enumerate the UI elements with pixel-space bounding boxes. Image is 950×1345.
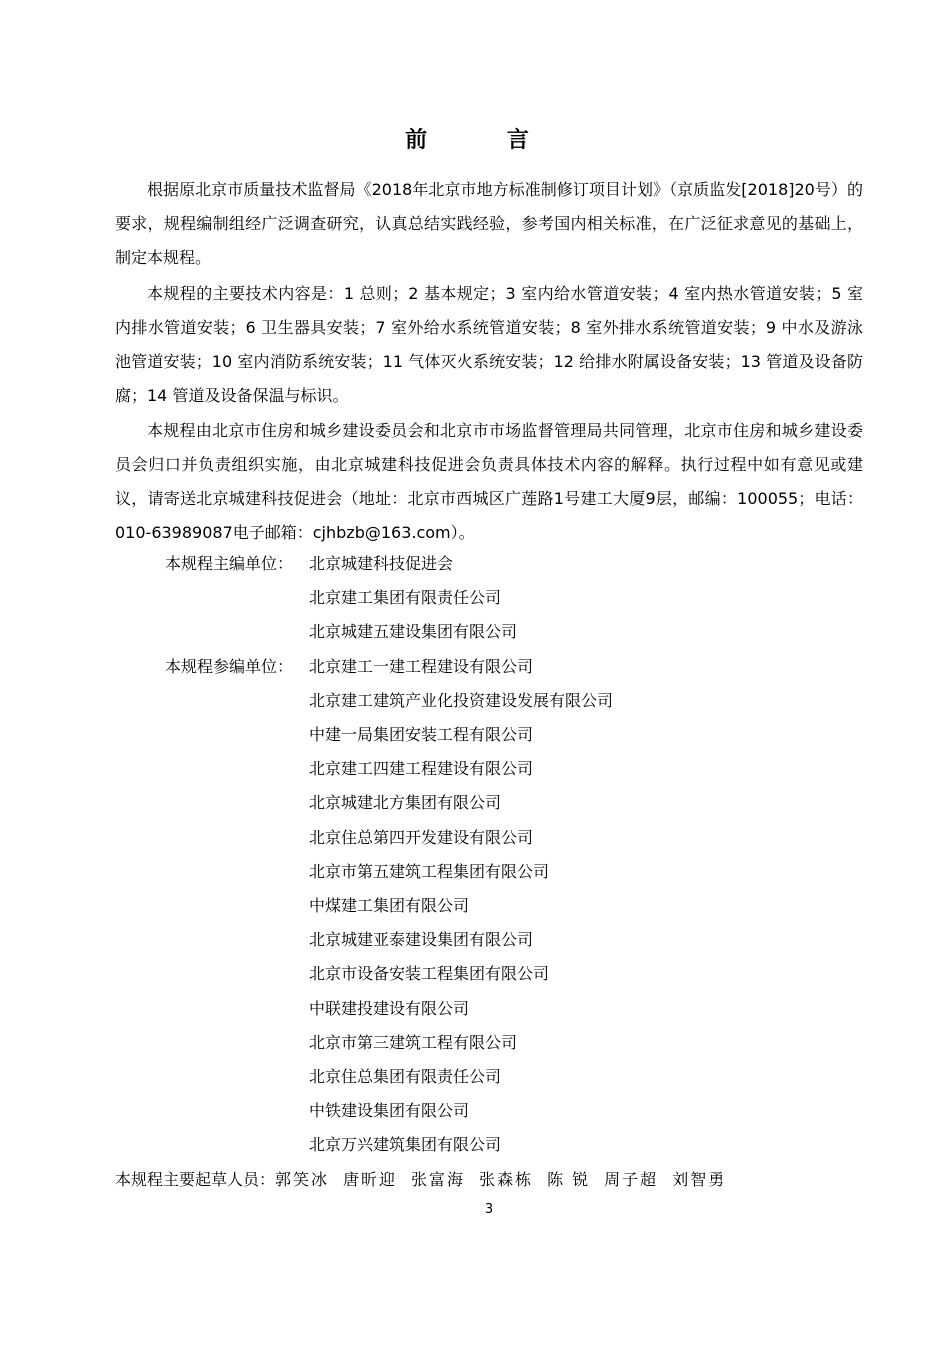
drafter-name: 张森栋 <box>479 1170 534 1189</box>
participating-unit-name: 北京城建北方集团有限公司 <box>309 793 502 812</box>
page-number: 3 <box>484 1202 494 1217</box>
drafter-name: 周子超 <box>604 1170 659 1189</box>
participating-unit-name: 中联建投建设有限公司 <box>309 999 470 1018</box>
participating-unit-name: 北京建工一建工程建设有限公司 <box>309 657 534 676</box>
participating-unit-name: 北京万兴建筑集团有限公司 <box>309 1135 502 1154</box>
chief-unit-name: 北京建工集团有限责任公司 <box>309 588 502 607</box>
drafter-name: 陈 锐 <box>547 1170 591 1189</box>
participating-unit-name: 北京建工四建工程建设有限公司 <box>309 759 534 778</box>
chief-unit-name: 北京城建五建设集团有限公司 <box>309 622 518 641</box>
drafter-name: 张富海 <box>411 1170 466 1189</box>
participating-unit-name: 北京市第三建筑工程有限公司 <box>309 1033 518 1052</box>
drafter-name: 唐昕迎 <box>343 1170 398 1189</box>
participating-unit-name: 北京市设备安装工程集团有限公司 <box>309 964 550 983</box>
chief-units-label: 本规程主编单位： <box>165 554 294 573</box>
drafter-name: 郭笑冰 <box>275 1170 330 1189</box>
chief-unit-name: 北京城建科技促进会 <box>309 554 454 573</box>
paragraph-main-contents: 本规程的主要技术内容是：1 总则；2 基本规定；3 室内给水管道安装；4 室内热水管道安装；5 室内排水管道安装；6 卫生器具安装；7 室外给水系统管道安装；8 室外排水系统管道安装；9 中水及游泳池管道安装；10 室内消防系统安装；11 气体灭火系统安装；12 给排水附属设备安装；13 管道及设备防腐；14 管道及设备保温与标识。 <box>115 284 863 405</box>
paragraph-background: 根据原北京市质量技术监督局《2018年北京市地方标准制修订项目计划》（京质监发[2018]20号）的要求，规程编制组经广泛调查研究，认真总结实践经验，参考国内相关标准，在广泛征求意见的基础上，制定本规程。 <box>115 180 863 267</box>
participating-unit-name: 北京住总第四开发建设有限公司 <box>309 828 534 847</box>
participating-unit-name: 中铁建设集团有限公司 <box>309 1101 470 1120</box>
participating-unit-name: 北京建工建筑产业化投资建设发展有限公司 <box>309 691 614 710</box>
page-title: 前 言 <box>405 128 565 153</box>
participating-units-label: 本规程参编单位： <box>165 657 294 676</box>
participating-unit-name: 中煤建工集团有限公司 <box>309 896 470 915</box>
participating-unit-name: 北京住总集团有限责任公司 <box>309 1067 502 1086</box>
drafters-label: 本规程主要起草人员： <box>115 1170 276 1189</box>
participating-unit-name: 北京市第五建筑工程集团有限公司 <box>309 862 550 881</box>
paragraph-management: 本规程由北京市住房和城乡建设委员会和北京市市场监督管理局共同管理，北京市住房和城乡建设委员会归口并负责组织实施，由北京城建科技促进会负责具体技术内容的解释。执行过程中如有意见或建议，请寄送北京城建科技促进会（地址：北京市西城区广莲路1号建工大厦9层，邮编：100055；电话：010-63989087电子邮箱：cjhbzb@163.com）。 <box>115 421 863 542</box>
drafters-line <box>115 1163 740 1197</box>
drafter-name: 刘智勇 <box>672 1170 727 1189</box>
participating-unit-name: 中建一局集团安装工程有限公司 <box>309 725 534 744</box>
participating-unit-name: 北京城建亚泰建设集团有限公司 <box>309 930 534 949</box>
